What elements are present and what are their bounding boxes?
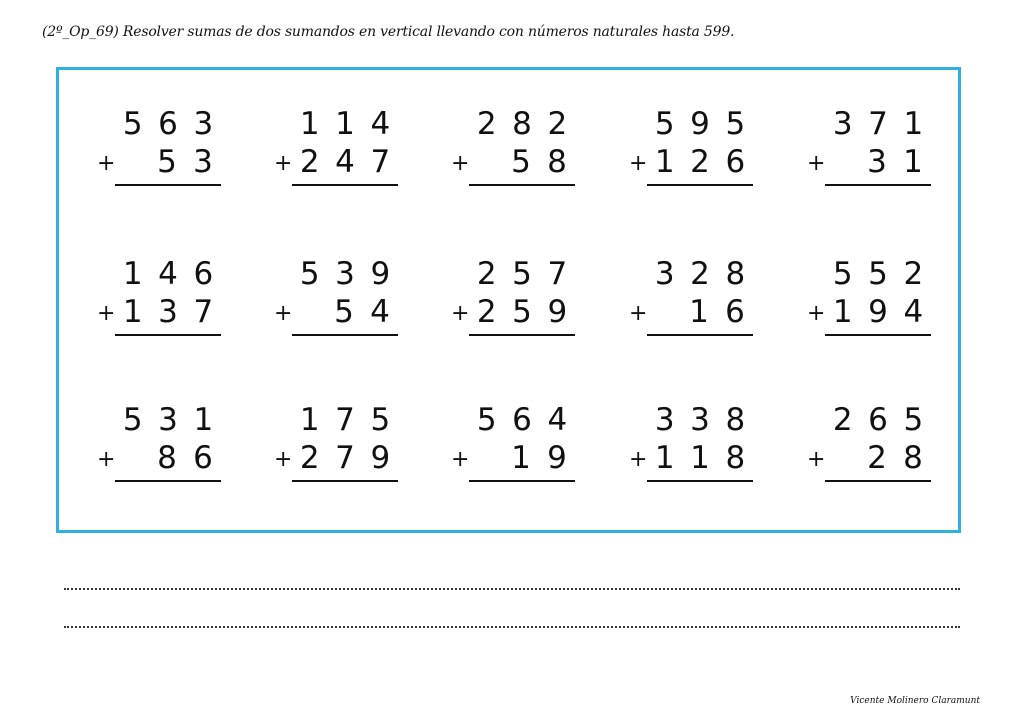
sum-line[interactable] bbox=[825, 184, 931, 186]
digit: 5 bbox=[512, 256, 532, 292]
digit: 5 bbox=[654, 106, 675, 142]
second-addend bbox=[647, 294, 753, 330]
digit: 1 bbox=[299, 106, 320, 142]
plus-sign: + bbox=[274, 301, 293, 326]
digit: 8 bbox=[725, 256, 746, 292]
addition-problem bbox=[807, 402, 947, 492]
exercise-frame bbox=[56, 67, 961, 533]
addition-problem bbox=[807, 256, 947, 346]
second-addend bbox=[115, 144, 221, 180]
digit: 5 bbox=[122, 402, 143, 438]
first-addend bbox=[469, 402, 575, 438]
sum-line[interactable] bbox=[469, 480, 575, 482]
addition-problem bbox=[274, 256, 414, 346]
digit: 5 bbox=[122, 106, 143, 142]
digit: 8 bbox=[512, 106, 532, 142]
digit: 6 bbox=[193, 256, 214, 292]
digit: 4 bbox=[547, 402, 568, 438]
digit: 5 bbox=[903, 402, 924, 438]
second-addend bbox=[647, 440, 753, 476]
digit: 8 bbox=[547, 144, 567, 180]
digit: 5 bbox=[476, 402, 497, 438]
digit: 1 bbox=[654, 440, 675, 476]
first-addend bbox=[469, 106, 575, 142]
digit: 7 bbox=[868, 106, 888, 142]
first-addend bbox=[115, 256, 221, 292]
sum-line[interactable] bbox=[292, 184, 398, 186]
addition-problem bbox=[97, 256, 237, 346]
addition-problem bbox=[629, 402, 769, 492]
second-addend bbox=[115, 440, 221, 476]
first-addend bbox=[115, 402, 221, 438]
digit: 9 bbox=[370, 256, 391, 292]
digit: 2 bbox=[476, 294, 497, 330]
digit: 3 bbox=[158, 402, 178, 438]
first-addend bbox=[292, 256, 398, 292]
sum-line[interactable] bbox=[469, 334, 575, 336]
digit: 3 bbox=[654, 402, 675, 438]
digit: 1 bbox=[832, 294, 853, 330]
digit: 5 bbox=[334, 294, 354, 330]
second-addend bbox=[647, 144, 753, 180]
answer-line-1[interactable] bbox=[64, 588, 960, 590]
digit: 1 bbox=[511, 440, 531, 476]
digit: 8 bbox=[725, 440, 746, 476]
digit: 7 bbox=[547, 256, 568, 292]
digit: 7 bbox=[193, 294, 214, 330]
plus-sign: + bbox=[629, 301, 648, 326]
sum-line[interactable] bbox=[115, 184, 221, 186]
first-addend bbox=[469, 256, 575, 292]
worksheet-title: (2º_Op_69) Resolver sumas de dos sumandos en vertical llevando con números naturales hasta 599. bbox=[42, 24, 735, 40]
digit: 1 bbox=[299, 402, 320, 438]
second-addend bbox=[825, 144, 931, 180]
digit: 2 bbox=[299, 144, 320, 180]
second-addend bbox=[469, 294, 575, 330]
second-addend bbox=[469, 440, 575, 476]
first-addend bbox=[825, 106, 931, 142]
digit: 9 bbox=[690, 106, 710, 142]
sum-line[interactable] bbox=[647, 480, 753, 482]
digit: 2 bbox=[690, 144, 710, 180]
second-addend bbox=[825, 440, 931, 476]
plus-sign: + bbox=[97, 301, 116, 326]
plus-sign: + bbox=[807, 151, 826, 176]
addition-problem bbox=[451, 106, 591, 196]
digit: 9 bbox=[868, 294, 888, 330]
plus-sign: + bbox=[807, 447, 826, 472]
digit: 5 bbox=[511, 144, 531, 180]
first-addend bbox=[115, 106, 221, 142]
first-addend bbox=[647, 106, 753, 142]
first-addend bbox=[647, 402, 753, 438]
digit: 3 bbox=[158, 294, 178, 330]
digit: 2 bbox=[299, 440, 320, 476]
digit: 8 bbox=[157, 440, 177, 476]
digit: 3 bbox=[867, 144, 887, 180]
digit: 5 bbox=[512, 294, 532, 330]
digit: 1 bbox=[689, 294, 709, 330]
second-addend bbox=[469, 144, 575, 180]
second-addend bbox=[292, 144, 398, 180]
digit: 7 bbox=[370, 144, 391, 180]
plus-sign: + bbox=[629, 447, 648, 472]
digit: 2 bbox=[476, 256, 497, 292]
plus-sign: + bbox=[451, 301, 470, 326]
digit: 9 bbox=[547, 294, 568, 330]
sum-line[interactable] bbox=[647, 184, 753, 186]
digit: 3 bbox=[193, 106, 214, 142]
digit: 1 bbox=[903, 144, 923, 180]
digit: 6 bbox=[193, 440, 213, 476]
digit: 9 bbox=[547, 440, 567, 476]
digit: 5 bbox=[832, 256, 853, 292]
addition-problem bbox=[274, 106, 414, 196]
digit: 6 bbox=[512, 402, 532, 438]
addition-problem bbox=[97, 402, 237, 492]
digit: 4 bbox=[158, 256, 178, 292]
digit: 5 bbox=[157, 144, 177, 180]
digit: 2 bbox=[690, 256, 710, 292]
digit: 9 bbox=[370, 440, 391, 476]
digit: 7 bbox=[335, 440, 355, 476]
first-addend bbox=[647, 256, 753, 292]
plus-sign: + bbox=[97, 447, 116, 472]
plus-sign: + bbox=[451, 447, 470, 472]
digit: 2 bbox=[867, 440, 887, 476]
first-addend bbox=[292, 402, 398, 438]
plus-sign: + bbox=[807, 301, 826, 326]
digit: 4 bbox=[903, 294, 924, 330]
plus-sign: + bbox=[274, 151, 293, 176]
digit: 1 bbox=[122, 294, 143, 330]
sum-line[interactable] bbox=[647, 334, 753, 336]
plus-sign: + bbox=[451, 151, 470, 176]
digit: 1 bbox=[690, 440, 710, 476]
digit: 3 bbox=[690, 402, 710, 438]
plus-sign: + bbox=[274, 447, 293, 472]
second-addend bbox=[825, 294, 931, 330]
digit: 4 bbox=[335, 144, 355, 180]
digit: 5 bbox=[725, 106, 746, 142]
digit: 2 bbox=[547, 106, 568, 142]
digit: 5 bbox=[299, 256, 320, 292]
digit: 3 bbox=[832, 106, 853, 142]
digit: 1 bbox=[903, 106, 924, 142]
addition-problem bbox=[629, 106, 769, 196]
digit: 8 bbox=[725, 402, 746, 438]
digit: 6 bbox=[868, 402, 888, 438]
plus-sign: + bbox=[629, 151, 648, 176]
sum-line[interactable] bbox=[292, 480, 398, 482]
digit: 7 bbox=[335, 402, 355, 438]
digit: 1 bbox=[122, 256, 143, 292]
digit: 3 bbox=[193, 144, 213, 180]
digit: 1 bbox=[193, 402, 214, 438]
digit: 1 bbox=[335, 106, 355, 142]
digit: 4 bbox=[370, 106, 391, 142]
sum-line[interactable] bbox=[115, 334, 221, 336]
digit: 2 bbox=[832, 402, 853, 438]
first-addend bbox=[292, 106, 398, 142]
addition-problem bbox=[451, 402, 591, 492]
digit: 8 bbox=[903, 440, 923, 476]
plus-sign: + bbox=[97, 151, 116, 176]
digit: 6 bbox=[725, 294, 745, 330]
digit: 5 bbox=[370, 402, 391, 438]
first-addend bbox=[825, 256, 931, 292]
digit: 5 bbox=[868, 256, 888, 292]
digit: 3 bbox=[654, 256, 675, 292]
sum-line[interactable] bbox=[115, 480, 221, 482]
sum-line[interactable] bbox=[469, 184, 575, 186]
first-addend bbox=[825, 402, 931, 438]
addition-problem bbox=[274, 402, 414, 492]
second-addend bbox=[115, 294, 221, 330]
digit: 1 bbox=[654, 144, 675, 180]
addition-problem bbox=[97, 106, 237, 196]
sum-line[interactable] bbox=[825, 480, 931, 482]
addition-problem bbox=[629, 256, 769, 346]
digit: 3 bbox=[335, 256, 355, 292]
digit: 2 bbox=[476, 106, 497, 142]
addition-problem bbox=[451, 256, 591, 346]
sum-line[interactable] bbox=[292, 334, 398, 336]
digit: 6 bbox=[158, 106, 178, 142]
second-addend bbox=[292, 440, 398, 476]
digit: 6 bbox=[725, 144, 746, 180]
answer-line-2[interactable] bbox=[64, 626, 960, 628]
digit: 4 bbox=[370, 294, 390, 330]
author-signature: Vicente Molinero Claramunt bbox=[850, 696, 980, 706]
sum-line[interactable] bbox=[825, 334, 931, 336]
digit: 2 bbox=[903, 256, 924, 292]
second-addend bbox=[292, 294, 398, 330]
addition-problem bbox=[807, 106, 947, 196]
